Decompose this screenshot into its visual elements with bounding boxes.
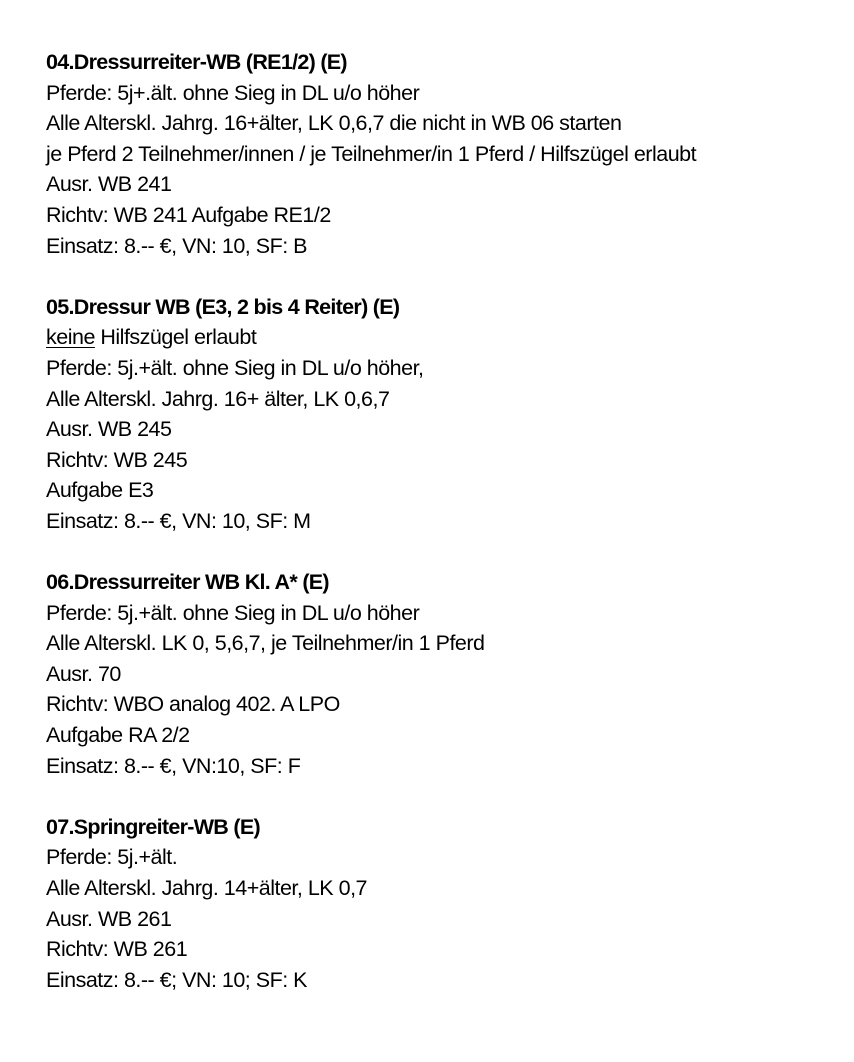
text-line: Richtv: WB 261 xyxy=(46,937,188,962)
text-line: Aufgabe E3 xyxy=(46,478,154,503)
text-line: Ausr. WB 241 xyxy=(46,172,172,197)
text-line: Einsatz: 8.-- €, VN: 10, SF: M xyxy=(46,508,311,533)
text-line: je Pferd 2 Teilnehmer/innen / je Teilnehmer/in 1 Pferd / Hilfszügel erlaubt xyxy=(46,141,697,166)
section-05 xyxy=(46,292,846,537)
text-line: Ausr. 70 xyxy=(46,661,121,686)
text-line: Einsatz: 8.-- €, VN: 10, SF: B xyxy=(46,233,308,258)
text-line: Einsatz: 8.-- €, VN:10, SF: F xyxy=(46,753,301,778)
text-line: Pferde: 5j.+ält. ohne Sieg in DL u/o höher, xyxy=(46,355,424,380)
text-line: Richtv: WBO analog 402. A LPO xyxy=(46,692,340,717)
note-line xyxy=(46,322,846,353)
section-06 xyxy=(46,567,846,781)
text-line: Alle Alterskl. Jahrg. 16+älter, LK 0,6,7 die nicht in WB 06 starten xyxy=(46,111,622,136)
text-line: Pferde: 5j.+ält. xyxy=(46,845,178,870)
section-07 xyxy=(46,812,846,996)
text-line: Einsatz: 8.-- €; VN: 10; SF: K xyxy=(46,967,308,992)
section-heading: 05.Dressur WB (E3, 2 bis 4 Reiter) (E) xyxy=(46,294,400,319)
section-heading: 07.Springreiter-WB (E) xyxy=(46,814,260,839)
section-heading: 04.Dressurreiter-WB (RE1/2) (E) xyxy=(46,50,347,74)
text-line: Aufgabe RA 2/2 xyxy=(46,723,190,748)
text-line: Richtv: WB 241 Aufgabe RE1/2 xyxy=(46,202,331,227)
note-text: Hilfszügel erlaubt xyxy=(94,325,257,350)
document-page xyxy=(46,47,846,995)
underlined-word: keine xyxy=(46,325,95,350)
text-line: Ausr. WB 245 xyxy=(46,417,172,442)
text-line: Alle Alterskl. Jahrg. 16+ älter, LK 0,6,7 xyxy=(46,386,390,411)
text-line: Richtv: WB 245 xyxy=(46,447,188,472)
text-line: Alle Alterskl. Jahrg. 14+älter, LK 0,7 xyxy=(46,876,368,901)
text-line: Ausr. WB 261 xyxy=(46,906,172,931)
section-04 xyxy=(46,47,846,261)
text-line: Pferde: 5j+.ält. ohne Sieg in DL u/o höher xyxy=(46,80,420,105)
section-heading: 06.Dressurreiter WB Kl. A* (E) xyxy=(46,570,329,595)
text-line: Alle Alterskl. LK 0, 5,6,7, je Teilnehmer/in 1 Pferd xyxy=(46,631,485,656)
text-line: Pferde: 5j.+ält. ohne Sieg in DL u/o höher xyxy=(46,600,420,625)
